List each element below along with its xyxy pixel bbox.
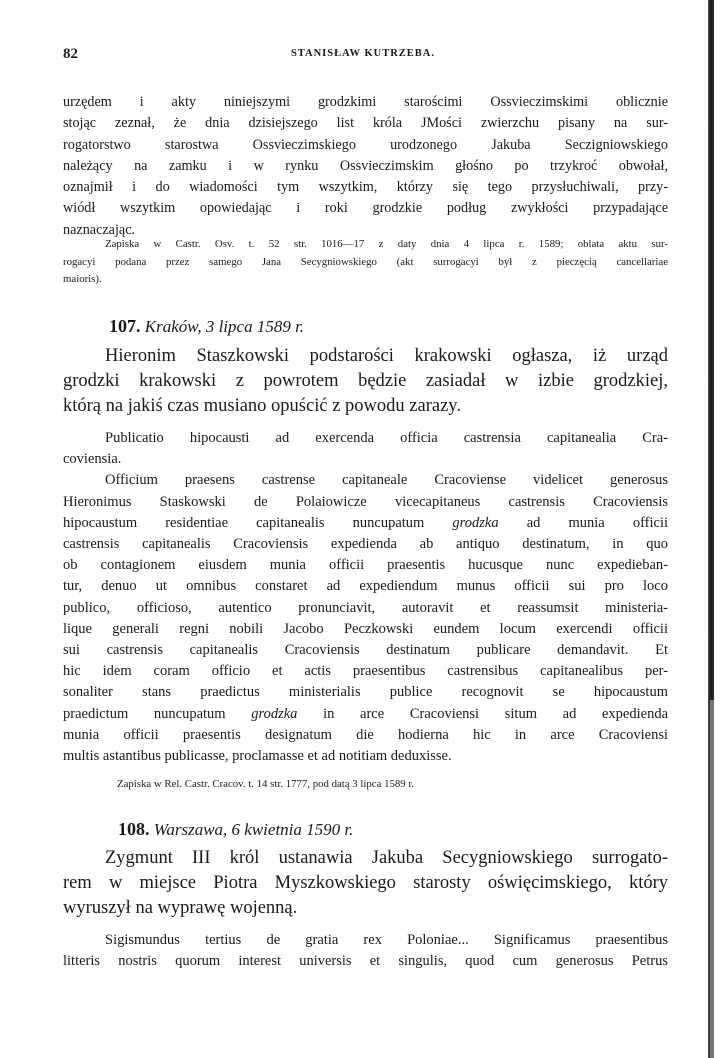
summary-line: Zygmunt III król ustanawia Jakuba Secygniowskiego surrogato- [105,848,668,868]
continuation-source-note [63,236,668,289]
text-line: munia officii praesentis designatum die hodierna hic in arce Cracoviensi [63,726,668,743]
text-line: urzędem i akty niniejszymi grodzkimi starościmi Ossvieczimskimi oblicznie [63,94,668,110]
text-line: wiódł wszytkim opowiedając i roki grodzkie podług zwykłości przypadające [63,200,668,217]
text-line: litteris nostris quorum interest universis et singulis, quod cum generosus Petrus [63,953,668,970]
text-line: multis astantibus publicasse, proclamasse et ad notitiam deduxisse. [63,748,452,765]
text-line: Sigismundus tertius de gratia rex Poloniae... Significamus praesentibus [105,932,668,948]
doc108-number: 108. [118,819,150,839]
text-line: hipocaustum residentiae capitanealis nuncupatum grodzka ad munia officii [63,514,668,531]
text-line: oznajmił i do wiadomości tym wszytkim, którzy się tego przysłuchiwali, przy- [63,179,668,196]
note-line: Zapiska w Castr. Osv. t. 52 str. 1016—17 z daty dnia 4 lipca r. 1589; oblata aktu sur- [105,238,668,250]
running-head [63,46,663,66]
text-line: ob contagionem eiusdem munia officii praesentis hucusque nunc expedieban- [63,557,668,574]
text-line: castrensis capitanealis Cracoviensis expedienda ab antiquo destinatum, in quo [63,536,668,553]
summary-line: Hieronim Staszkowski podstarości krakowski ogłasza, iż urząd [105,346,668,366]
continuation-text [63,92,668,241]
summary-line: wyruszył na wyprawę wojenną. [63,898,298,918]
doc107-heading [109,316,714,337]
summary-line: grodzki krakowski z powrotem będzie zasiadał w izbie grodzkiej, [63,371,668,391]
summary-line: którą na jakiś czas musiano opuścić z powodu zarazy. [63,396,461,416]
doc107-latin-text [63,428,668,767]
doc108-heading [118,819,720,840]
doc108-summary [63,846,668,921]
doc107-place-date: Kraków, 3 lipca 1589 r. [144,317,305,336]
text-line: sui castrensis capitanealis Cracoviensis destinatum publicare demandavit. Et [63,642,668,659]
title-line: Publicatio hipocausti ad exercenda officia castrensia capitanealia Cra- [105,430,668,446]
text-line: naznaczając. [63,221,136,238]
doc107-number: 107. [109,316,141,336]
doc107-summary [63,344,668,419]
text-line: stojąc zeznał, że dnia dzisiejszego list króla JMości zwierzchu pisany na sur- [63,115,668,132]
text-line: należący na zamku i w rynku Ossvieczimskim głośno po trzykroć obwołał, [63,157,668,174]
text-line: praedictum nuncupatum grodzka in arce Cracoviensi situm ad expedienda [63,705,669,722]
text-line: publico, officioso, autentico pronunciavit, autoravit et reassumsit ministeria- [63,599,668,616]
doc108-place-date: Warszawa, 6 kwietnia 1590 r. [153,820,354,839]
page-number: 82 [63,46,78,62]
running-title: STANISŁAW KUTRZEBA. [290,48,436,59]
text-line: rogatorstwo starostwa Ossvieczimskiego urodzonego Jakuba Seczigniowskiego [63,136,668,153]
italic-term: grodzka [452,514,499,531]
title-line: coviensia. [63,451,122,468]
summary-line: rem w miejsce Piotra Myszkowskiego starosty oświęcimskiego, który [63,873,668,893]
doc107-source-note: Zapiska w Rel. Castr. Cracov. t. 14 str. 1777, pod datą 3 lipca 1589 r. [117,778,415,790]
text-line: lique generali regni nobili Jacobo Peczkowski eundem locum exercendi officii [63,620,668,637]
italic-term: grodzka [251,705,298,722]
note-line: rogacyi podana przez samego Jana Secygniowskiego (akt surrogacyi był z pieczęcią cancellariae [63,255,668,268]
doc108-latin-text [63,930,668,972]
note-line: maioris). [63,273,102,285]
text-line: hic idem coram officio et actis praesentibus castrensibus capitanealibus per- [63,663,668,680]
text-line: sonaliter stans praedictus ministerialis publice recognovit se hipocaustum [63,684,668,701]
scan-edge-shadow-lower [710,700,714,1058]
text-line: Officium praesens castrense capitaneale Cracoviense videlicet generosus [105,472,668,489]
text-line: Hieronimus Staskowski de Polaiowicze vicecapitaneus castrensis Cracoviensis [63,493,668,510]
text-line: tur, denuo ut omnibus constaret ad expediendum munus officii sui pro loco [63,578,668,595]
